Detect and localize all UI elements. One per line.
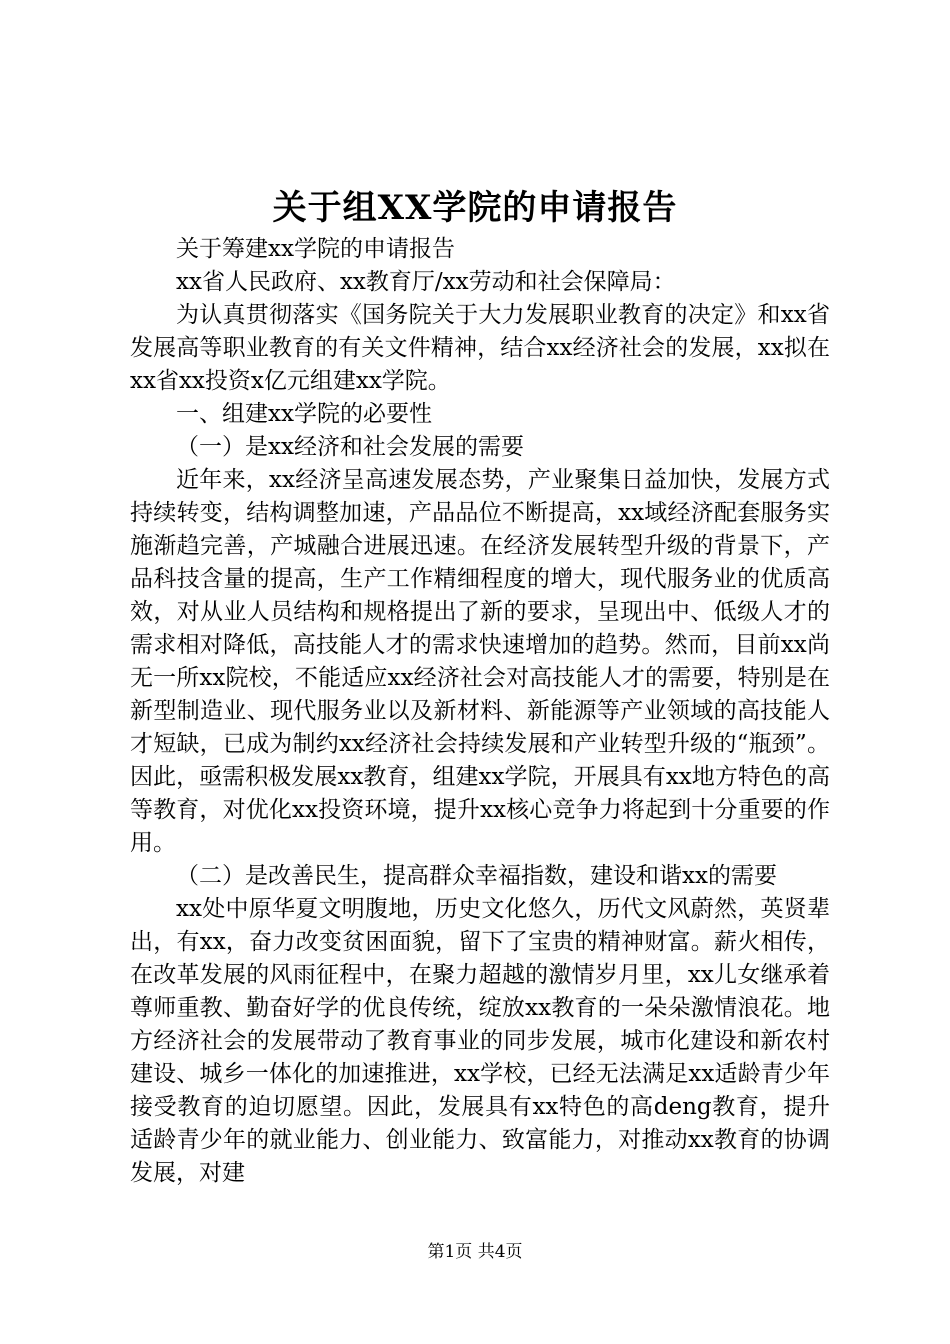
- section-heading-1: 一、组建xx学院的必要性: [176, 401, 432, 427]
- document-title: 关于组XX学院的申请报告: [272, 188, 678, 228]
- paragraph-livelihood: xx处中原华夏文明腹地，历史文化悠久，历代文风蔚然，英贤辈出，有xx，奋力改变贫困面貌，留下了宝贵的精神财富。薪火相传，在改革发展的风雨征程中，在聚力超越的激情岁月里，xx儿女继承着尊师重教、勤奋好学的优良传统，绽放xx教育的一朵朵激情浪花。地方经济社会的发展带动了教育事业的同步发展，城市化建设和新农村建设、城乡一体化的加速推进，xx学校，已经无法满足xx适龄青少年接受教育的迫切愿望。因此，发展具有xx特色的高deng教育，提升适龄青少年的就业能力、创业能力、致富能力，对推动xx教育的协调发展，对建: [130, 896, 830, 1186]
- subsection-heading-2: （二）是改善民生，提高群众幸福指数，建设和谐xx的需要: [176, 863, 777, 889]
- paragraph-recipients: xx省人民政府、xx教育厅/xx劳动和社会保障局：: [176, 269, 676, 295]
- paragraph-intro: 为认真贯彻落实《国务院关于大力发展职业教育的决定》和xx省发展高等职业教育的有关文件精神，结合xx经济社会的发展，xx拟在xx省xx投资x亿元组建xx学院。: [130, 302, 830, 394]
- paragraph-economy: 近年来，xx经济呈高速发展态势，产业聚集日益加快，发展方式持续转变，结构调整加速，产品品位不断提高，xx域经济配套服务实施渐趋完善，产城融合进展迅速。在经济发展转型升级的背景下，产品科技含量的提高，生产工作精细程度的增大，现代服务业的优质高效，对从业人员结构和规格提出了新的要求，呈现出中、低级人才的需求相对降低，高技能人才的需求快速增加的趋势。然而，目前xx尚无一所xx院校，不能适应xx经济社会对高技能人才的需要，特别是在新型制造业、现代服务业以及新材料、新能源等产业领域的高技能人才短缺，已成为制约xx经济社会持续发展和产业转型升级的“瓶颈”。因此，亟需积极发展xx教育，组建xx学院，开展具有xx地方特色的高等教育，对优化xx投资环境，提升xx核心竞争力将起到十分重要的作用。: [130, 467, 830, 856]
- subsection-heading-1: （一）是xx经济和社会发展的需要: [176, 434, 524, 460]
- document-body: [130, 233, 830, 1190]
- page-number-footer: 第1页 共4页: [427, 1242, 523, 1262]
- paragraph-subject: 关于筹建xx学院的申请报告: [176, 236, 455, 262]
